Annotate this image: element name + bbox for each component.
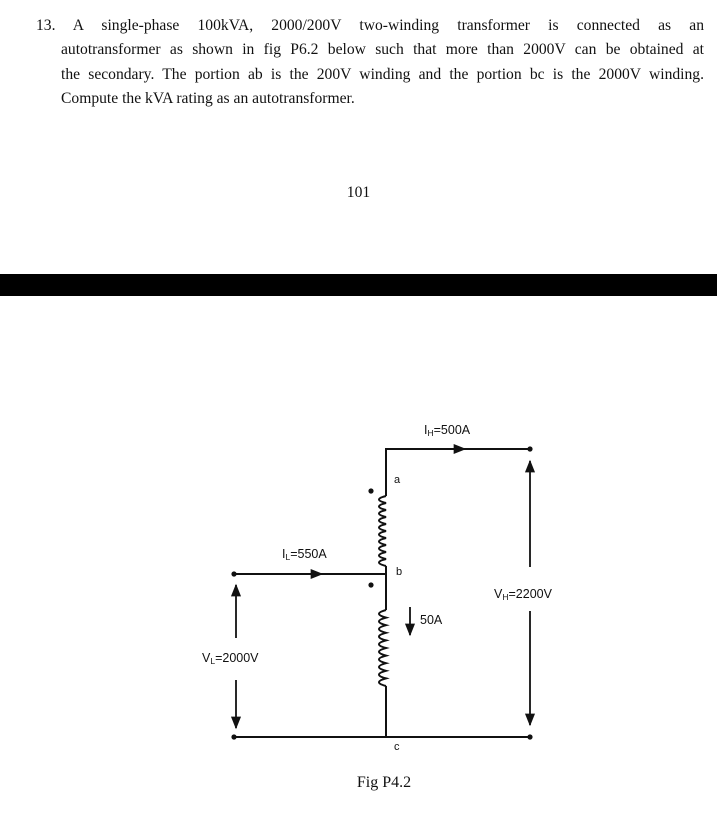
node-b-label: b bbox=[396, 566, 403, 578]
figure-caption: Fig P4.2 bbox=[356, 774, 412, 791]
winding-current-label: 50A bbox=[420, 613, 443, 627]
terminal-bottom-left bbox=[231, 734, 236, 739]
question-line-3: the secondary. The portion ab is the 200V winding and the portion bc is the 2000V winding. bbox=[61, 65, 704, 83]
coil-ab bbox=[379, 496, 386, 566]
ih-label: $I_H=500A$ bbox=[424, 423, 471, 438]
vl-label: $V_L=2000V$ bbox=[202, 651, 259, 666]
vh-label: $V_H=2200V$ bbox=[494, 587, 552, 602]
node-c-label: c bbox=[394, 741, 400, 753]
il-label: $I_L=550A$ bbox=[282, 547, 327, 562]
node-a-label: a bbox=[394, 474, 401, 486]
terminal-input-left bbox=[231, 571, 236, 576]
question-line-2: autotransformer as shown in fig P6.2 below such that more than 2000V can be obtained at bbox=[61, 41, 704, 59]
page-number: 101 bbox=[346, 184, 371, 201]
coil-bc bbox=[379, 610, 386, 686]
question-line-4: Compute the kVA rating as an autotransformer. bbox=[61, 89, 355, 107]
terminal-bottom-right bbox=[527, 734, 532, 739]
polarity-dot-ab bbox=[368, 488, 373, 493]
polarity-dot-bc bbox=[368, 582, 373, 587]
question-line-1: 13. A single-phase 100kVA, 2000/200V two-winding transformer is connected as an bbox=[36, 17, 704, 34]
wire-top bbox=[386, 449, 530, 470]
terminal-top-right bbox=[527, 446, 532, 451]
